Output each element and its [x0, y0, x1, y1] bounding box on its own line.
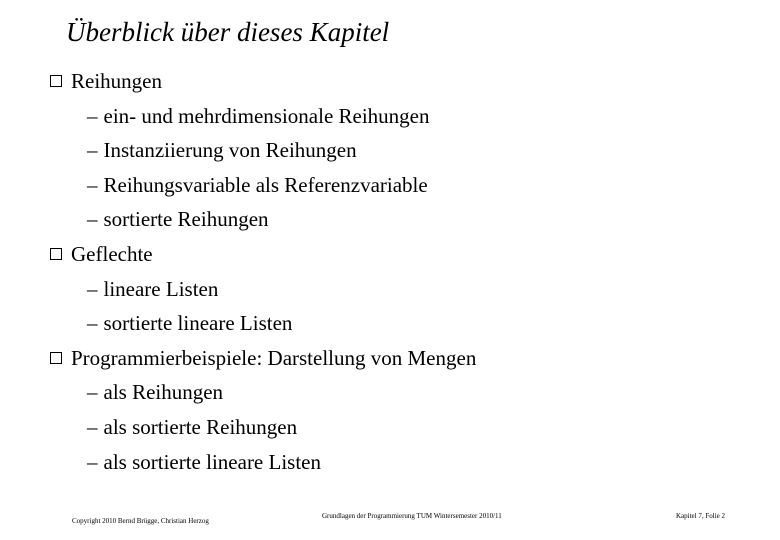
- sub-bullet-item: [50, 168, 750, 203]
- checkbox-bullet-icon: [50, 352, 62, 364]
- bullet-text: Geflechte: [71, 241, 153, 266]
- bullet-text: als sortierte lineare Listen: [103, 449, 321, 474]
- bullet-text: als sortierte Reihungen: [103, 414, 298, 439]
- bullet-text: als Reihungen: [103, 380, 224, 405]
- checkbox-bullet-icon: [50, 248, 62, 260]
- dash-marker: –: [87, 276, 98, 301]
- dash-marker: –: [87, 103, 98, 128]
- sub-bullet-item: [50, 272, 750, 307]
- dash-marker: –: [87, 207, 98, 232]
- dash-marker: –: [87, 311, 98, 336]
- sub-bullet-item: [50, 306, 750, 341]
- checkbox-bullet-icon: [50, 75, 62, 87]
- sub-bullet-item: [50, 99, 750, 134]
- bullet-text: sortierte lineare Listen: [103, 311, 293, 336]
- dash-marker: –: [87, 172, 98, 197]
- dash-marker: –: [87, 138, 98, 163]
- dash-marker: –: [87, 414, 98, 439]
- bullet-text: Instanziierung von Reihungen: [103, 138, 357, 163]
- bullet-text: sortierte Reihungen: [103, 207, 269, 232]
- footer-course: Grundlagen der Programmierung TUM Wintersemester 2010/11: [322, 512, 502, 520]
- bullet-item: [50, 237, 750, 272]
- bullet-list: [50, 64, 750, 479]
- sub-bullet-item: [50, 202, 750, 237]
- sub-bullet-item: [50, 410, 750, 445]
- bullet-text: lineare Listen: [103, 276, 219, 301]
- bullet-item: [50, 341, 750, 376]
- footer-copyright: Copyright 2010 Bernd Brügge, Christian Herzog: [72, 517, 209, 525]
- sub-bullet-item: [50, 375, 750, 410]
- sub-bullet-item: [50, 445, 750, 480]
- bullet-text: Programmierbeispiele: Darstellung von Mengen: [71, 345, 477, 370]
- bullet-text: Reihungen: [71, 69, 162, 93]
- bullet-text: Reihungsvariable als Referenzvariable: [103, 172, 428, 197]
- bullet-text: ein- und mehrdimensionale Reihungen: [103, 103, 430, 128]
- slide-title: Überblick über dieses Kapitel: [66, 17, 390, 47]
- sub-bullet-item: [50, 133, 750, 168]
- bullet-item: [50, 64, 750, 99]
- dash-marker: –: [87, 380, 98, 405]
- dash-marker: –: [87, 449, 98, 474]
- footer-slide-number: Kapitel 7, Folie 2: [676, 512, 725, 520]
